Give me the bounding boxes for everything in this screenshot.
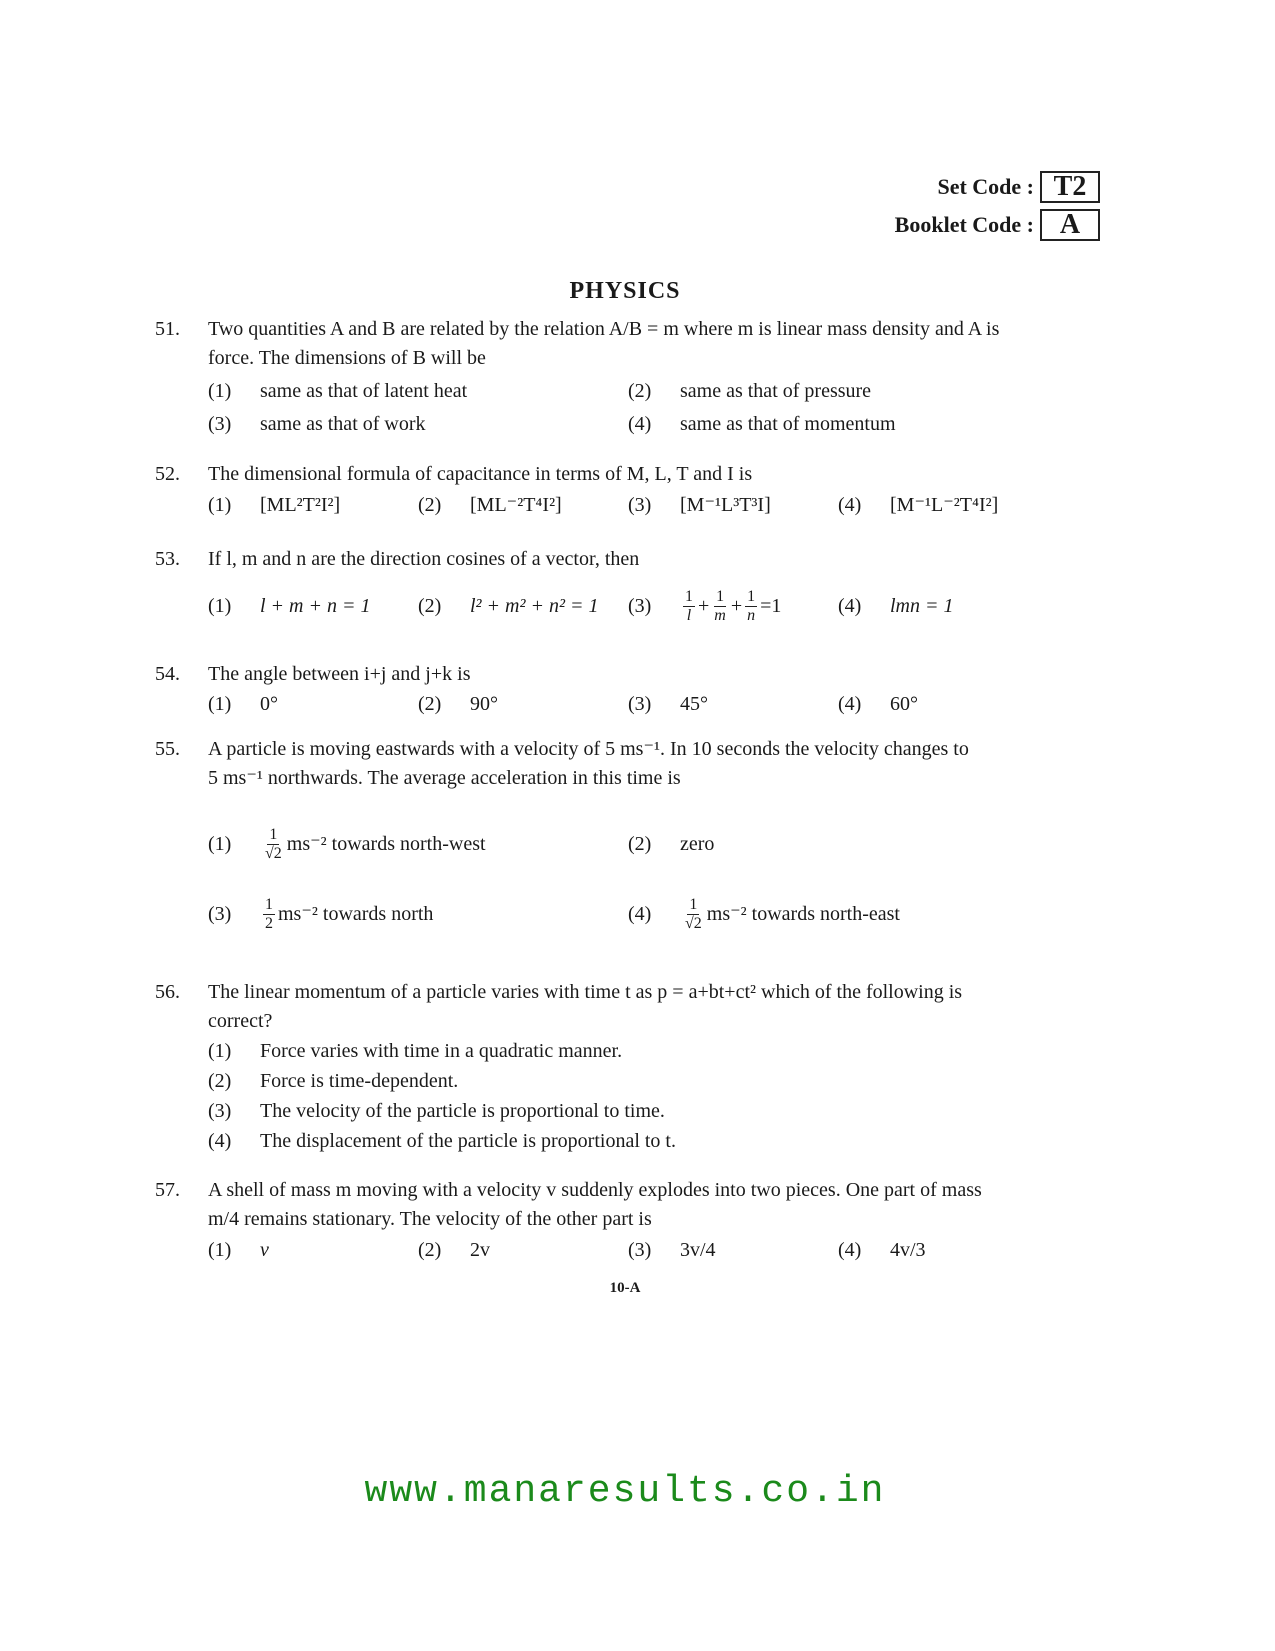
option-number: (4) [208, 1129, 232, 1152]
set-code-row [740, 168, 1100, 206]
option-1[interactable] [208, 1036, 1008, 1066]
equation-tail: =1 [760, 594, 782, 617]
set-code-label: Set Code : [937, 174, 1034, 199]
option-text: 4v/3 [890, 1238, 926, 1261]
option-1[interactable] [208, 1234, 418, 1266]
option-1[interactable] [208, 489, 418, 521]
question-text-line: force. The dimensions of B will be [208, 347, 486, 369]
option-text: Force is time-dependent. [260, 1069, 459, 1092]
option-text: l + m + n = 1 [260, 594, 371, 617]
denominator: n [747, 606, 756, 624]
question-text-line: 5 ms⁻¹ northwards. The average acceleration in this time is [208, 767, 681, 789]
option-text: zero [680, 832, 715, 855]
fraction [263, 896, 275, 933]
option-number: (3) [628, 493, 652, 516]
question-number: 54. [155, 663, 180, 685]
numerator: 1 [685, 587, 693, 605]
option-text: [ML²T²I²] [260, 493, 341, 516]
question-text-line: The dimensional formula of capacitance in terms of M, L, T and I is [208, 463, 753, 485]
question-text-line: A particle is moving eastwards with a velocity of 5 ms⁻¹. In 10 seconds the velocity changes to [208, 738, 969, 760]
option-text: ms⁻² towards north [278, 902, 434, 925]
option-text: The velocity of the particle is proportional to time. [260, 1099, 665, 1122]
question-text [208, 978, 1105, 1036]
option-4[interactable] [628, 896, 1048, 933]
numerator: 1 [689, 895, 698, 913]
options [208, 813, 1105, 953]
question-text [208, 545, 1105, 574]
question-text [208, 315, 1105, 373]
option-2[interactable] [418, 1234, 628, 1266]
option-number: (1) [208, 493, 232, 516]
option-4[interactable] [838, 1234, 1048, 1266]
option-text: same as that of work [260, 413, 426, 435]
question-number: 53. [155, 548, 180, 570]
code-block [740, 168, 1100, 244]
options [208, 375, 1105, 441]
option-text: [M⁻¹L³T³I] [680, 493, 771, 516]
option-text: 90° [470, 692, 498, 715]
denominator: m [714, 606, 726, 624]
option-text: lmn = 1 [890, 594, 954, 617]
option-number: (3) [628, 692, 652, 715]
question-57 [155, 1176, 1105, 1266]
option-text: l² + m² + n² = 1 [470, 594, 599, 617]
fraction [683, 588, 695, 625]
question-text-line: A shell of mass m moving with a velocity v suddenly explodes into two pieces. One part of mass [208, 1179, 982, 1201]
option-text: same as that of pressure [680, 380, 872, 402]
question-number: 52. [155, 463, 180, 485]
option-text: same as that of latent heat [260, 380, 468, 402]
booklet-code-label: Booklet Code : [894, 212, 1034, 237]
numerator: 1 [716, 587, 725, 605]
question-55 [155, 735, 1105, 953]
question-text-line: If l, m and n are the direction cosines of a vector, then [208, 548, 640, 570]
question-text-line: The angle between i+j and j+k is [208, 663, 471, 685]
option-number: (2) [418, 493, 442, 516]
option-1[interactable] [208, 689, 418, 719]
option-text: ms⁻² towards north-west [286, 832, 486, 855]
option-text: 0° [260, 692, 278, 715]
question-number: 56. [155, 981, 180, 1003]
option-3[interactable] [208, 896, 628, 933]
option-number: (1) [208, 380, 232, 402]
option-number: (1) [208, 594, 232, 617]
option-text: 2v [470, 1238, 490, 1261]
option-4[interactable] [838, 489, 1048, 521]
option-number: (2) [208, 1069, 232, 1092]
option-3[interactable] [628, 689, 838, 719]
option-4[interactable] [838, 689, 1048, 719]
question-text-line: correct? [208, 1010, 273, 1032]
question-number: 55. [155, 738, 180, 760]
option-number: (4) [628, 413, 652, 435]
option-2[interactable] [418, 592, 628, 621]
option-2[interactable] [418, 489, 628, 521]
option-number: (2) [628, 380, 652, 402]
option-3[interactable] [628, 1234, 838, 1266]
option-4[interactable] [838, 592, 1048, 621]
denominator: √2 [685, 914, 702, 932]
options [208, 1234, 1105, 1266]
option-1[interactable] [208, 592, 418, 621]
option-number: (3) [208, 1099, 232, 1122]
question-number: 51. [155, 318, 180, 340]
page-footer-code: 10-A [609, 1280, 641, 1296]
option-number: (4) [838, 692, 862, 715]
option-number: (1) [208, 1039, 232, 1062]
option-3[interactable] [208, 1096, 1008, 1126]
option-1[interactable] [208, 826, 628, 863]
option-3[interactable] [628, 489, 838, 521]
option-text: [ML⁻²T⁴I²] [470, 493, 562, 516]
option-text: same as that of momentum [680, 413, 896, 435]
option-number: (4) [838, 1238, 862, 1261]
option-number: (3) [208, 413, 232, 435]
numerator: 1 [747, 587, 756, 605]
question-text-line: The linear momentum of a particle varies with time t as p = a+bt+ct² which of the following is [208, 981, 963, 1003]
set-code-box: T2 [1040, 171, 1100, 203]
question-text [208, 735, 1105, 793]
fraction [712, 588, 728, 625]
option-text: The displacement of the particle is proportional to t. [260, 1129, 676, 1152]
option-number: (4) [628, 902, 652, 925]
option-number: (2) [418, 594, 442, 617]
website-link[interactable]: www.manaresults.co.in [364, 1470, 886, 1513]
fraction [683, 896, 704, 933]
option-number: (1) [208, 692, 232, 715]
option-4[interactable] [628, 408, 1048, 441]
question-text-line: Two quantities A and B are related by the relation A/B = m where m is linear mass density and A is [208, 318, 1000, 340]
question-52 [155, 460, 1105, 521]
denominator: 2 [265, 914, 273, 932]
question-text [208, 1176, 1105, 1234]
numerator: 1 [269, 825, 278, 843]
option-3[interactable]: (3) $\frac{1}{l}$ + $\frac{1}{m}$ + $\frac{1}{n}$ =1 [628, 587, 782, 624]
booklet-code-box: A [1040, 209, 1100, 241]
question-54 [155, 660, 1105, 719]
option-text: 45° [680, 692, 708, 715]
option-number: (2) [418, 1238, 442, 1261]
option-text: v [260, 1238, 269, 1261]
option-text: 3v/4 [680, 1238, 716, 1261]
option-text: [M⁻¹L⁻²T⁴I²] [890, 493, 999, 516]
option-number: (1) [208, 1238, 232, 1261]
question-53 [155, 545, 1105, 628]
fraction [745, 588, 757, 625]
fraction [263, 826, 284, 863]
option-number: (4) [838, 594, 862, 617]
option-text: ms⁻² towards north-east [706, 902, 900, 925]
option-number: (2) [628, 832, 652, 855]
option-number: (3) [628, 594, 652, 617]
option-2[interactable] [628, 375, 1048, 408]
option-1[interactable] [208, 375, 628, 408]
denominator: l [686, 606, 692, 624]
option-number: (3) [208, 902, 232, 925]
denominator: √2 [265, 844, 282, 862]
question-text [208, 460, 1105, 489]
option-number: (2) [418, 692, 442, 715]
option-text: 60° [890, 692, 918, 715]
option-3[interactable] [208, 408, 628, 441]
option-2[interactable] [208, 1066, 1008, 1096]
question-number: 57. [155, 1179, 180, 1201]
question-text [208, 660, 1105, 689]
option-number: (1) [208, 832, 232, 855]
options [208, 489, 1105, 521]
option-number: (3) [628, 1238, 652, 1261]
option-text: Force varies with time in a quadratic manner. [260, 1039, 623, 1062]
option-4[interactable] [208, 1126, 1008, 1156]
options [208, 584, 1105, 628]
options [208, 1036, 1105, 1156]
question-text-line: m/4 remains stationary. The velocity of the other part is [208, 1208, 652, 1230]
options [208, 689, 1105, 719]
question-51 [155, 315, 1105, 441]
option-2[interactable] [418, 689, 628, 719]
booklet-code-row [740, 206, 1100, 244]
subject-title: PHYSICS [569, 278, 681, 304]
option-number: (4) [838, 493, 862, 516]
option-2[interactable] [628, 830, 1048, 859]
question-56 [155, 978, 1105, 1156]
numerator: 1 [265, 895, 273, 913]
